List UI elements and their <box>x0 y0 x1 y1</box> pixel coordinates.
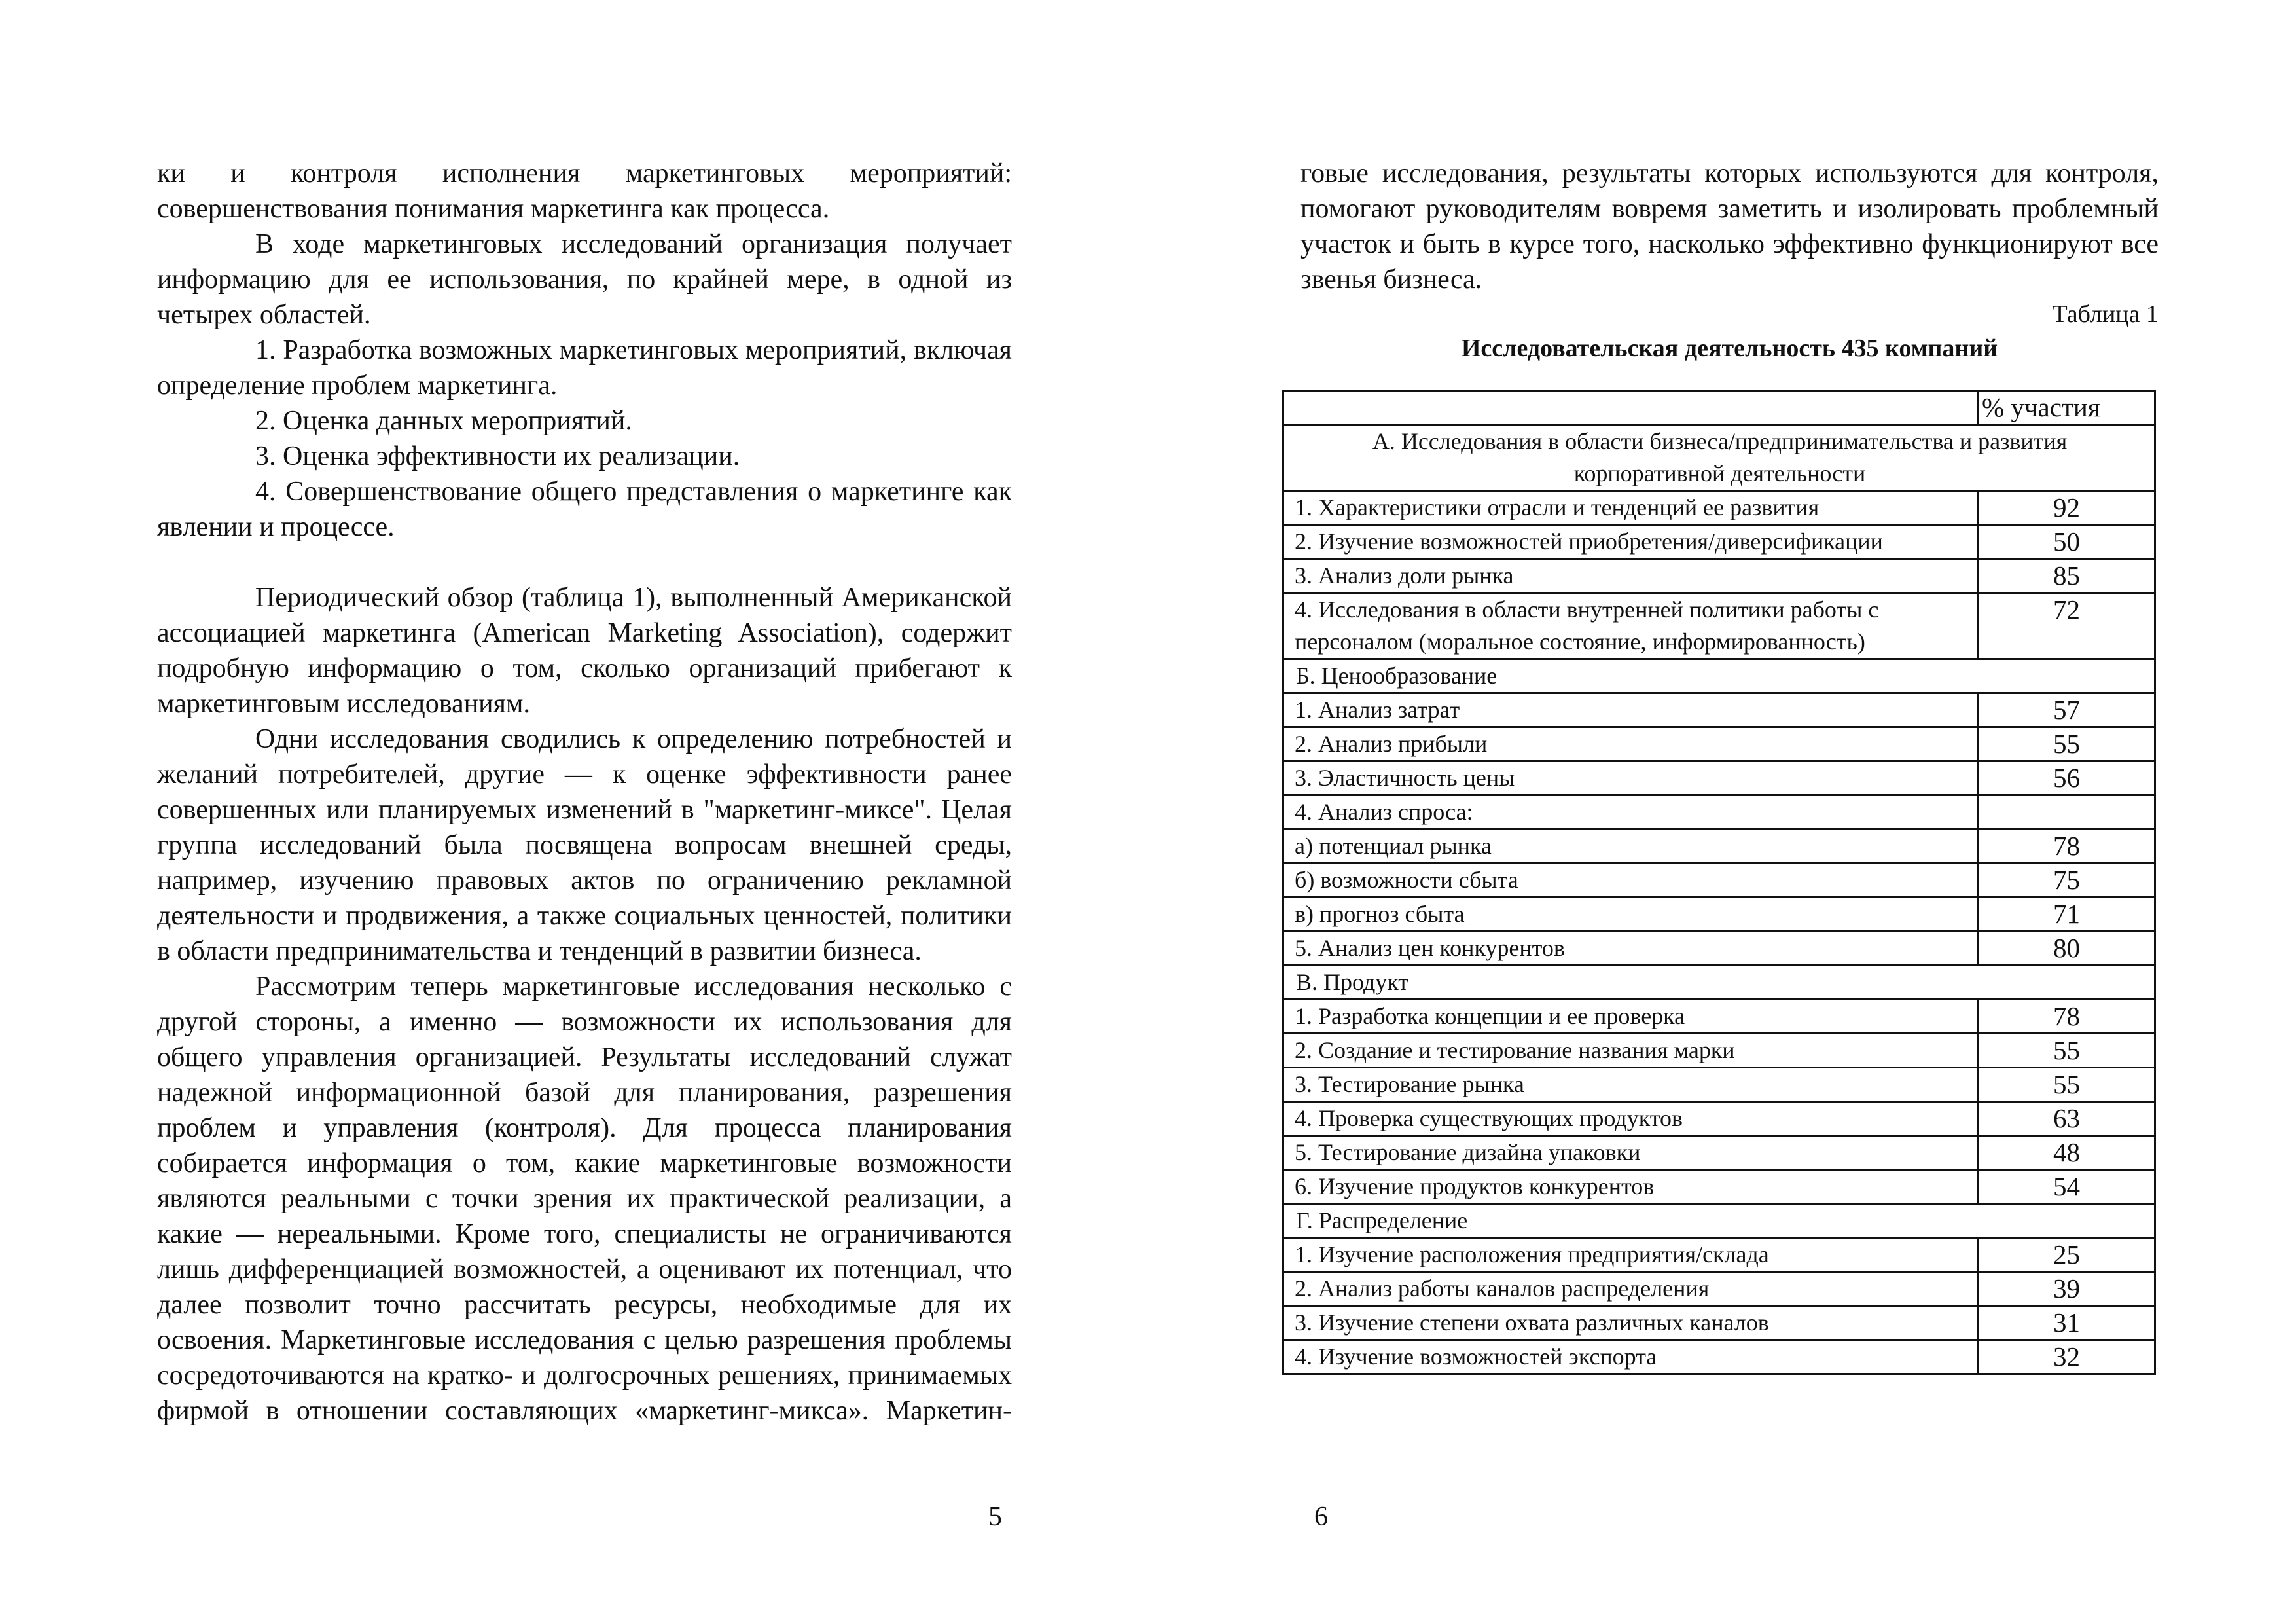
row-value: 55 <box>1979 1034 2155 1068</box>
left-text-column <box>157 156 1012 1429</box>
section-row <box>1283 659 2155 693</box>
row-value: 63 <box>1979 1102 2155 1136</box>
right-text-column <box>1300 156 2159 365</box>
row-value: 85 <box>1979 559 2155 593</box>
row-value <box>1979 795 2155 830</box>
row-label: 2. Создание и тестирование названия марки <box>1283 1034 1979 1068</box>
row-value: 55 <box>1979 727 2155 761</box>
table-row <box>1283 1102 2155 1136</box>
row-label: 1. Разработка концепции и ее проверка <box>1283 1000 1979 1034</box>
row-value: 75 <box>1979 864 2155 898</box>
paragraph: ки и контроля исполнения маркетинговых мероприятий: совершенствования понимания маркетинга как процесса. <box>157 158 1012 224</box>
list-item: 1. Разработка возможных маркетинговых мероприятий, включая определение проблем маркетинга. <box>157 335 1012 401</box>
table-header-row <box>1283 391 2155 425</box>
row-label: 3. Тестирование рынка <box>1283 1068 1979 1102</box>
row-label: 1. Характеристики отрасли и тенденций ее развития <box>1283 491 1979 525</box>
row-label: 4. Проверка существующих продуктов <box>1283 1102 1979 1136</box>
table-row <box>1283 1136 2155 1170</box>
row-value: 25 <box>1979 1238 2155 1272</box>
table-row <box>1283 1340 2155 1374</box>
row-label: 2. Изучение возможностей приобретения/диверсификации <box>1283 525 1979 559</box>
section-title: Б. Ценообразование <box>1283 659 2155 693</box>
table-row <box>1283 727 2155 761</box>
paragraph: В ходе маркетинговых исследований организация получает информацию для ее использования, по крайней мере, в одной из четырех областей. <box>157 229 1012 330</box>
row-value: 32 <box>1979 1340 2155 1374</box>
section-title: А. Исследования в области бизнеса/предпринимательства и развития корпоративной деятельности <box>1283 425 2155 491</box>
list-item: 4. Совершенствование общего представления о маркетинге как явлении и процессе. <box>157 477 1012 542</box>
row-label: а) потенциал рынка <box>1283 830 1979 864</box>
list-item: 2. Оценка данных мероприятий. <box>255 406 632 436</box>
table-row <box>1283 864 2155 898</box>
section-row <box>1283 966 2155 1000</box>
table-row <box>1283 830 2155 864</box>
row-label: 2. Анализ прибыли <box>1283 727 1979 761</box>
participation-header: % участия <box>1979 391 2155 425</box>
row-label: 2. Анализ работы каналов распределения <box>1283 1272 1979 1306</box>
table-row <box>1283 1068 2155 1102</box>
table-header-cell <box>1283 391 1979 425</box>
table-row <box>1283 1034 2155 1068</box>
row-label: 5. Анализ цен конкурентов <box>1283 932 1979 966</box>
row-value: 72 <box>1979 593 2155 659</box>
table-row <box>1283 795 2155 830</box>
row-value: 78 <box>1979 830 2155 864</box>
paragraph-spacer <box>157 545 1012 580</box>
research-table <box>1282 390 2156 1375</box>
row-label: 6. Изучение продуктов конкурентов <box>1283 1170 1979 1204</box>
row-label: 3. Эластичность цены <box>1283 761 1979 795</box>
row-label: б) возможности сбыта <box>1283 864 1979 898</box>
table-row <box>1283 491 2155 525</box>
paragraph: Одни исследования сводились к определению потребностей и желаний потребителей, другие — к оценке эффективности ранее совершенных или планируемых изменений в "маркетинг-миксе". Целая группа исследований была посвящена вопросам внешней среды, например, изучению правовых актов по ограничению рекламной деятельности и продвижения, а также социальных ценностей, политики в области предпринимательства и тенденций в развитии бизнеса. <box>157 724 1012 966</box>
row-label: 5. Тестирование дизайна упаковки <box>1283 1136 1979 1170</box>
row-value: 55 <box>1979 1068 2155 1102</box>
table-row <box>1283 559 2155 593</box>
page-number: 6 <box>1314 1502 1328 1532</box>
list-item: 3. Оценка эффективности их реализации. <box>255 441 740 471</box>
table-title: Исследовательская деятельность 435 компаний <box>1461 335 1998 362</box>
row-value: 48 <box>1979 1136 2155 1170</box>
row-value: 54 <box>1979 1170 2155 1204</box>
row-label: 3. Изучение степени охвата различных каналов <box>1283 1306 1979 1340</box>
row-label: 1. Изучение расположения предприятия/склада <box>1283 1238 1979 1272</box>
table-row <box>1283 1238 2155 1272</box>
table-row <box>1283 932 2155 966</box>
row-value: 31 <box>1979 1306 2155 1340</box>
row-value: 92 <box>1979 491 2155 525</box>
section-row <box>1283 1204 2155 1238</box>
row-value: 57 <box>1979 693 2155 727</box>
section-title: В. Продукт <box>1283 966 2155 1000</box>
row-value: 50 <box>1979 525 2155 559</box>
row-value: 56 <box>1979 761 2155 795</box>
row-label: 4. Изучение возможностей экспорта <box>1283 1340 1979 1374</box>
table-row <box>1283 761 2155 795</box>
right-page <box>1148 0 2296 1623</box>
table-row <box>1283 693 2155 727</box>
section-row <box>1283 425 2155 491</box>
row-value: 71 <box>1979 898 2155 932</box>
paragraph: Периодический обзор (таблица 1), выполненный Американской ассоциацией маркетинга (American Marketing Association), содержит подробную информацию о том, сколько организаций прибегают к маркетинговым исследованиям. <box>157 583 1012 719</box>
paragraph: говые исследования, результаты которых используются для контроля, помогают руководителям вовремя заметить и изолировать проблемный участок и быть в курсе того, насколько эффективно функционируют все звенья бизнеса. <box>1300 158 2159 295</box>
row-label: 3. Анализ доли рынка <box>1283 559 1979 593</box>
row-value: 78 <box>1979 1000 2155 1034</box>
table-row <box>1283 1272 2155 1306</box>
table-row <box>1283 525 2155 559</box>
row-label: 1. Анализ затрат <box>1283 693 1979 727</box>
table-row <box>1283 593 2155 659</box>
table-row <box>1283 898 2155 932</box>
paragraph: Рассмотрим теперь маркетинговые исследования несколько с другой стороны, а именно — возможности их использования для общего управления организацией. Результаты исследований служат надежной информационной базой для планирования, разрешения проблем и управления (контроля). Для процесса планирования собирается информация о том, какие маркетинговые возможности являются реальными с точки зрения их практической реализации, а какие — нереальными. Кроме того, специалисты не ограничиваются лишь дифференциацией возможностей, а оценивают их потенциал, что далее позволит точно рассчитать ресурсы, необходимые для их освоения. Маркетинговые исследования с целью разрешения проблемы сосредоточиваются на кратко- и долгосрочных решениях, принимаемых фирмой в отношении составляющих «маркетинг-микса». Маркетин- <box>157 972 1012 1426</box>
table-row <box>1283 1000 2155 1034</box>
page-number: 5 <box>988 1502 1002 1532</box>
table-row <box>1283 1306 2155 1340</box>
row-value: 39 <box>1979 1272 2155 1306</box>
section-title: Г. Распределение <box>1283 1204 2155 1238</box>
row-label: в) прогноз сбыта <box>1283 898 1979 932</box>
table-row <box>1283 1170 2155 1204</box>
row-value: 80 <box>1979 932 2155 966</box>
row-label: 4. Анализ спроса: <box>1283 795 1979 830</box>
row-label: 4. Исследования в области внутренней политики работы с персоналом (моральное состояние, информированность) <box>1283 593 1979 659</box>
table-label: Таблица 1 <box>2052 301 2159 328</box>
